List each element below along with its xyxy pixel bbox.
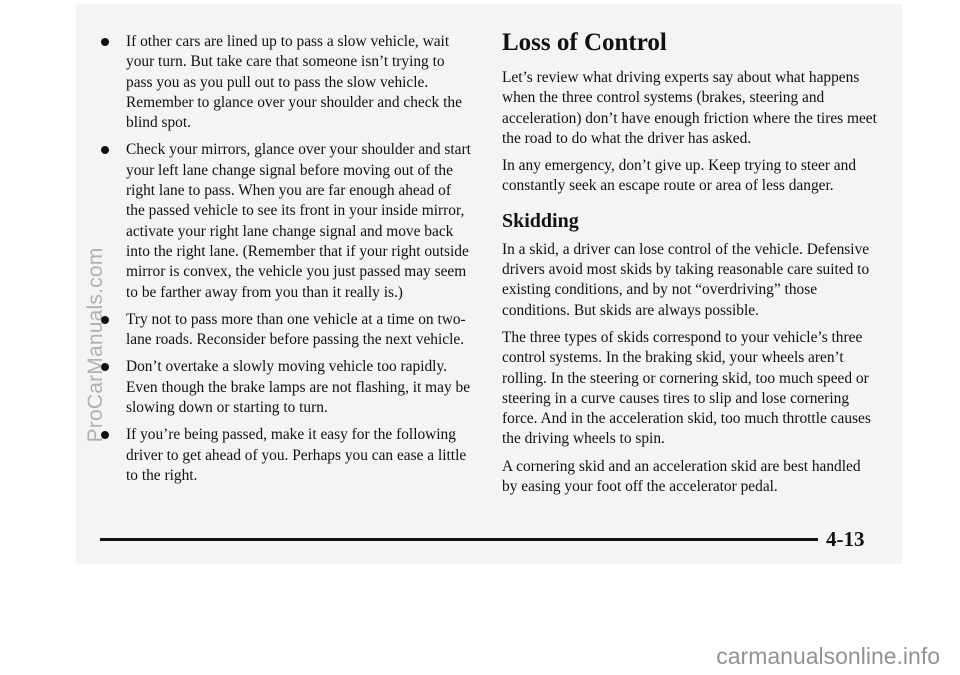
list-item-text: Check your mirrors, glance over your shoulder and start your left lane change signal before moving out of the right lane to pass. When you are far enough ahead of the passed vehicle to see its front in your inside mirror, activate your right lane change signal and move back into the right lane. (Remember that if your right outside mirror is convex, the vehicle you just passed may seem to be farther away from you than it really is.): [126, 141, 471, 301]
bullet-icon: [101, 146, 109, 154]
page-number: 4-13: [826, 527, 865, 551]
list-item: [100, 32, 472, 133]
loss-of-control-paragraph: In any emergency, don’t give up. Keep trying to steer and constantly seek an escape route or area of less danger.: [502, 157, 857, 195]
side-watermark: ProCarManuals.com: [84, 247, 107, 443]
footer-rule: [100, 538, 818, 541]
list-item: [100, 140, 472, 302]
list-item: [100, 425, 472, 486]
list-item-text: If you’re being passed, make it easy for the following driver to get ahead of you. Perhaps you can ease a little to the right.: [126, 426, 467, 484]
loss-of-control-paragraph: Let’s review what driving experts say about what happens when the three control systems (brakes, steering and acceleration) don’t have enough friction where the tires meet the road to do what the driver has asked.: [502, 69, 877, 147]
right-column: [502, 28, 878, 504]
bullet-icon: [101, 38, 109, 46]
skidding-paragraph: A cornering skid and an acceleration skid are best handled by easing your foot off the accelerator pedal.: [502, 457, 861, 496]
list-item: [100, 310, 472, 351]
loss-of-control-heading: Loss of Control: [502, 29, 667, 56]
skidding-paragraph: The three types of skids correspond to your vehicle’s three control systems. In the braking skid, your wheels aren’t rolling. In the steering or cornering skid, too much speed or steering in a curve causes tires to slip and lose cornering force. And in the acceleration skid, too much throttle causes the driving wheels to spin.: [502, 328, 871, 448]
skidding-paragraph: In a skid, a driver can lose control of the vehicle. Defensive drivers avoid most skids by taking reasonable care suited to existing conditions, and by not “overdriving” those conditions. But skids are always possible.: [502, 240, 870, 319]
list-item: [100, 357, 472, 418]
list-item-text: If other cars are lined up to pass a slow vehicle, wait your turn. But take care that someone isn’t trying to pass you as you pull out to pass the slow vehicle. Remember to glance over your shoulder and check the blind spot.: [126, 33, 462, 132]
left-column: [100, 32, 472, 493]
list-item-text: Try not to pass more than one vehicle at a time on two-lane roads. Reconsider before passing the next vehicle.: [126, 310, 466, 349]
passing-tips-list: [100, 32, 472, 486]
footer-watermark: carmanualsonline.info: [716, 643, 940, 669]
skidding-heading: Skidding: [502, 209, 579, 232]
list-item-text: Don’t overtake a slowly moving vehicle too rapidly. Even though the brake lamps are not flashing, it may be slowing down or starting to turn.: [126, 358, 471, 417]
